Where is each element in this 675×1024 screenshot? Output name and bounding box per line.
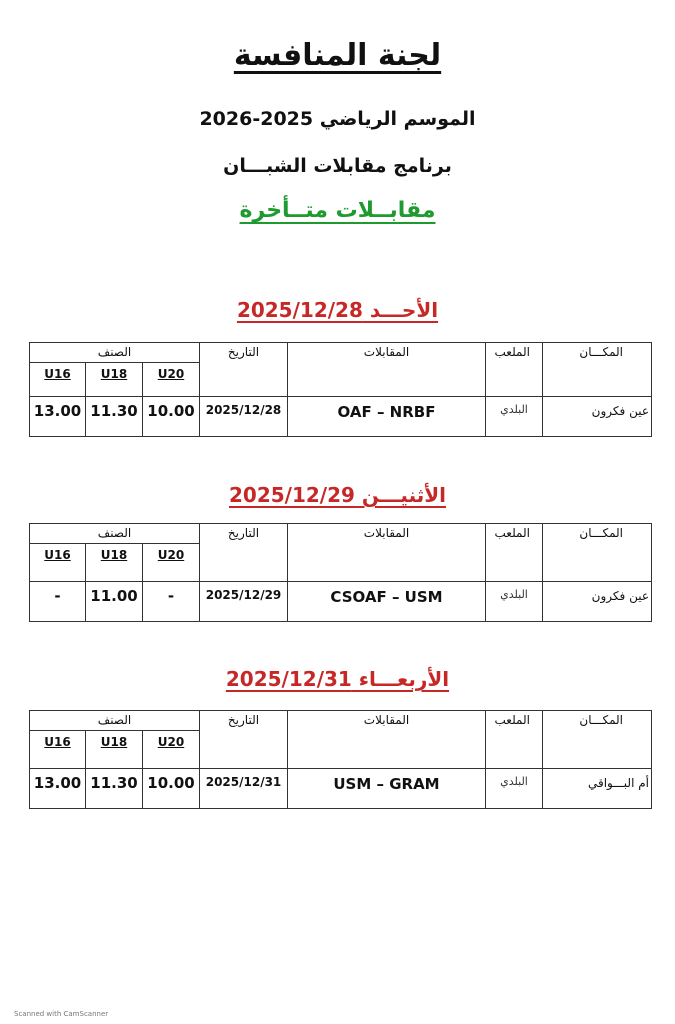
date-header: التاريخ [200,343,288,397]
u20-time: - [143,582,200,622]
u20-header: U20 [143,731,200,769]
matches-header: المقابلات [288,711,486,769]
place-header: المكـــان [543,524,652,582]
u18-time: 11.00 [86,582,143,622]
place-header: المكـــان [543,343,652,397]
stadium-name: البلدي [486,397,543,437]
stadium-header: الملعب [486,343,543,397]
stadium-name: البلدي [486,582,543,622]
matches-header: المقابلات [288,524,486,582]
u18-time: 11.30 [86,769,143,809]
u20-header: U20 [143,544,200,582]
u18-header: U18 [86,544,143,582]
u20-time: 10.00 [143,397,200,437]
place-name: أم البـــواقي [543,769,652,809]
match-teams: USM – GRAM [288,769,486,809]
day-heading: الأثنيـــن 2025/12/29 [229,483,446,507]
schedule-table [29,342,652,437]
table-row [30,397,652,437]
u18-time: 11.30 [86,397,143,437]
day-heading: الأربعـــاء 2025/12/31 [225,667,450,691]
schedule-table [29,523,652,622]
date-header: التاريخ [200,711,288,769]
late-matches-heading: مقابــلات متــأخرة [239,198,436,223]
u16-time: - [30,582,86,622]
schedule-table [29,710,652,809]
match-teams: OAF – NRBF [288,397,486,437]
category-header: الصنف [30,524,200,544]
stadium-name: البلدي [486,769,543,809]
program-line: برنامج مقابلات الشبـــان [223,155,452,177]
u16-header: U16 [30,544,86,582]
committee-title: لجنة المنافسة [233,38,442,73]
u16-header: U16 [30,363,86,397]
u20-header: U20 [143,363,200,397]
u20-time: 10.00 [143,769,200,809]
match-date: 2025/12/28 [200,397,288,437]
u16-time: 13.00 [30,769,86,809]
u16-time: 13.00 [30,397,86,437]
match-teams: CSOAF – USM [288,582,486,622]
date-header: التاريخ [200,524,288,582]
match-date: 2025/12/31 [200,769,288,809]
u16-header: U16 [30,731,86,769]
place-name: عين فكرون [543,397,652,437]
season-line: الموسم الرياضي 2025-2026 [199,108,476,130]
u18-header: U18 [86,731,143,769]
match-date: 2025/12/29 [200,582,288,622]
place-name: عين فكرون [543,582,652,622]
category-header: الصنف [30,343,200,363]
table-row [30,582,652,622]
table-row [30,769,652,809]
stadium-header: الملعب [486,524,543,582]
place-header: المكـــان [543,711,652,769]
scanner-watermark: Scanned with CamScanner [14,1010,109,1018]
u18-header: U18 [86,363,143,397]
stadium-header: الملعب [486,711,543,769]
day-heading: الأحـــد 2025/12/28 [236,298,439,322]
matches-header: المقابلات [288,343,486,397]
category-header: الصنف [30,711,200,731]
